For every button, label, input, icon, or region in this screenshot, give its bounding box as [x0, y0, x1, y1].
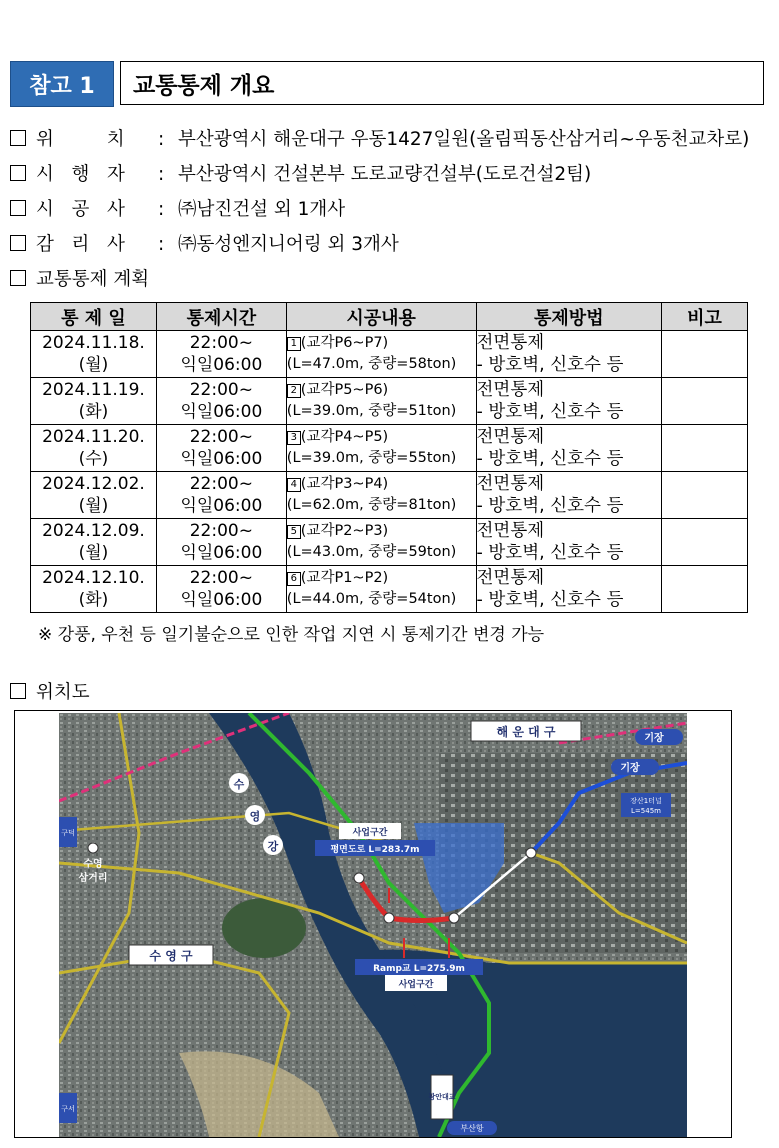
info-value: ㈜동성엔지니어링 외 3개사 — [178, 234, 399, 255]
location-map-frame — [14, 710, 732, 1138]
cell-work: 3 (교각P4~P5) (L=39.0m, 중량=55ton) — [286, 425, 476, 472]
cell-work: 1 (교각P6~P7) (L=47.0m, 중량=58ton) — [286, 331, 476, 378]
label-gijang-mid: 기장 — [620, 763, 640, 774]
cell-work: 2 (교각P5~P6) (L=39.0m, 중량=51ton) — [286, 378, 476, 425]
header-method: 통제방법 — [476, 303, 662, 331]
table-row — [31, 425, 748, 472]
label-suyeong-junction-1: 수영 — [83, 859, 103, 870]
label-river-yeong: 영 — [249, 810, 261, 823]
page-title: 교통통제 개요 — [120, 61, 764, 105]
header-date: 통 제 일 — [31, 303, 157, 331]
checkbox-icon — [10, 130, 26, 146]
label-bottom-left-sign: 구서 — [61, 1105, 75, 1113]
label-suyeong-junction-2: 삼거리 — [78, 873, 108, 884]
info-contractor: 시 공 사 : ㈜남진건설 외 1개사 — [10, 198, 345, 222]
label-bridge: 광안대교 — [428, 1093, 456, 1101]
section-header — [10, 61, 766, 107]
info-label: 감 리 사 — [36, 234, 125, 255]
table-row — [31, 519, 748, 566]
info-value: 부산광역시 건설본부 도로교량건설부(도로건설2팀) — [178, 164, 592, 185]
label-project-area-top: 사업구간 — [352, 828, 388, 838]
label-river-su: 수 — [233, 778, 245, 791]
map-title: 위치도 — [36, 682, 90, 703]
cell-method: 전면통제 - 방호벽, 신호수 등 — [476, 425, 662, 472]
reference-badge: 참고 1 — [10, 61, 114, 107]
cell-date: 2024.11.18. (월) — [31, 331, 157, 378]
label-river-gang: 강 — [267, 840, 279, 853]
label-tunnel: 장산1터널 — [630, 797, 662, 805]
checkbox-icon — [10, 235, 26, 251]
header-work: 시공내용 — [286, 303, 476, 331]
info-executor: 시 행 자 : 부산광역시 건설본부 도로교량건설부(도로건설2팀) — [10, 163, 591, 187]
label-project-area-bottom: 사업구간 — [398, 980, 434, 990]
cell-time: 22:00~ 익일06:00 — [156, 519, 286, 566]
cell-time: 22:00~ 익일06:00 — [156, 378, 286, 425]
cell-note — [662, 331, 748, 378]
weather-note: ※ 강풍, 우천 등 일기불순으로 인한 작업 지연 시 통제기간 변경 가능 — [38, 625, 545, 645]
cell-time: 22:00~ 익일06:00 — [156, 331, 286, 378]
cell-note — [662, 472, 748, 519]
cell-time: 22:00~ 익일06:00 — [156, 472, 286, 519]
cell-note — [662, 566, 748, 613]
map-heading — [10, 678, 90, 704]
info-supervisor: 감 리 사 : ㈜동성엔지니어링 외 3개사 — [10, 233, 399, 257]
span-number-badge: 6 — [287, 572, 301, 586]
cell-date: 2024.12.10. (화) — [31, 566, 157, 613]
cell-method: 전면통제 - 방호벽, 신호수 등 — [476, 519, 662, 566]
label-haeundae: 해 운 대 구 — [496, 725, 556, 739]
cell-time: 22:00~ 익일06:00 — [156, 566, 286, 613]
cell-date: 2024.12.02. (월) — [31, 472, 157, 519]
checkbox-icon — [10, 270, 26, 286]
cell-work: 4 (교각P3~P4) (L=62.0m, 중량=81ton) — [286, 472, 476, 519]
cell-method: 전면통제 - 방호벽, 신호수 등 — [476, 566, 662, 613]
info-label: 위 치 — [36, 129, 125, 150]
info-label: 시 공 사 — [36, 199, 125, 220]
cell-note — [662, 519, 748, 566]
cell-note — [662, 425, 748, 472]
label-gijang-top: 기장 — [644, 733, 664, 744]
cell-date: 2024.11.19. (화) — [31, 378, 157, 425]
table-row — [31, 566, 748, 613]
label-tunnel-length: L=545m — [631, 807, 661, 815]
checkbox-icon — [10, 683, 26, 699]
label-suyeong-gu: 수 영 구 — [149, 949, 193, 963]
cell-note — [662, 378, 748, 425]
span-number-badge: 4 — [287, 478, 301, 492]
span-number-badge: 2 — [287, 384, 301, 398]
info-value: 부산광역시 해운대구 우동1427일원(올림픽동산삼거리~우동천교차로) — [178, 129, 750, 150]
label-ramp-bridge: Ramp교 L=275.9m — [373, 964, 465, 974]
table-row — [31, 472, 748, 519]
traffic-control-table — [30, 302, 748, 613]
span-number-badge: 1 — [287, 337, 301, 351]
span-number-badge: 3 — [287, 431, 301, 445]
header-note: 비고 — [662, 303, 748, 331]
table-header-row — [31, 303, 748, 331]
checkbox-icon — [10, 200, 26, 216]
info-location: 위 치 : 부산광역시 해운대구 우동1427일원(올림픽동산삼거리~우동천교차로) — [10, 128, 749, 152]
span-number-badge: 5 — [287, 525, 301, 539]
info-label: 시 행 자 — [36, 164, 125, 185]
cell-method: 전면통제 - 방호벽, 신호수 등 — [476, 378, 662, 425]
checkbox-icon — [10, 165, 26, 181]
table-row — [31, 378, 748, 425]
label-left-sign: 구덕 — [61, 829, 75, 837]
cell-work: 5 (교각P2~P3) (L=43.0m, 중량=59ton) — [286, 519, 476, 566]
plan-heading — [10, 268, 149, 292]
table-row — [31, 331, 748, 378]
cell-date: 2024.11.20. (수) — [31, 425, 157, 472]
label-busan-port: 부산항 — [460, 1124, 484, 1133]
cell-date: 2024.12.09. (월) — [31, 519, 157, 566]
plan-title: 교통통제 계획 — [36, 269, 150, 290]
cell-work: 6 (교각P1~P2) (L=44.0m, 중량=54ton) — [286, 566, 476, 613]
map-illustration — [59, 713, 687, 1137]
info-value: ㈜남진건설 외 1개사 — [178, 199, 346, 220]
location-map — [59, 713, 687, 1137]
cell-time: 22:00~ 익일06:00 — [156, 425, 286, 472]
header-time: 통제시간 — [156, 303, 286, 331]
label-flat-road: 평면도로 L=283.7m — [330, 845, 420, 855]
cell-method: 전면통제 - 방호벽, 신호수 등 — [476, 472, 662, 519]
cell-method: 전면통제 - 방호벽, 신호수 등 — [476, 331, 662, 378]
